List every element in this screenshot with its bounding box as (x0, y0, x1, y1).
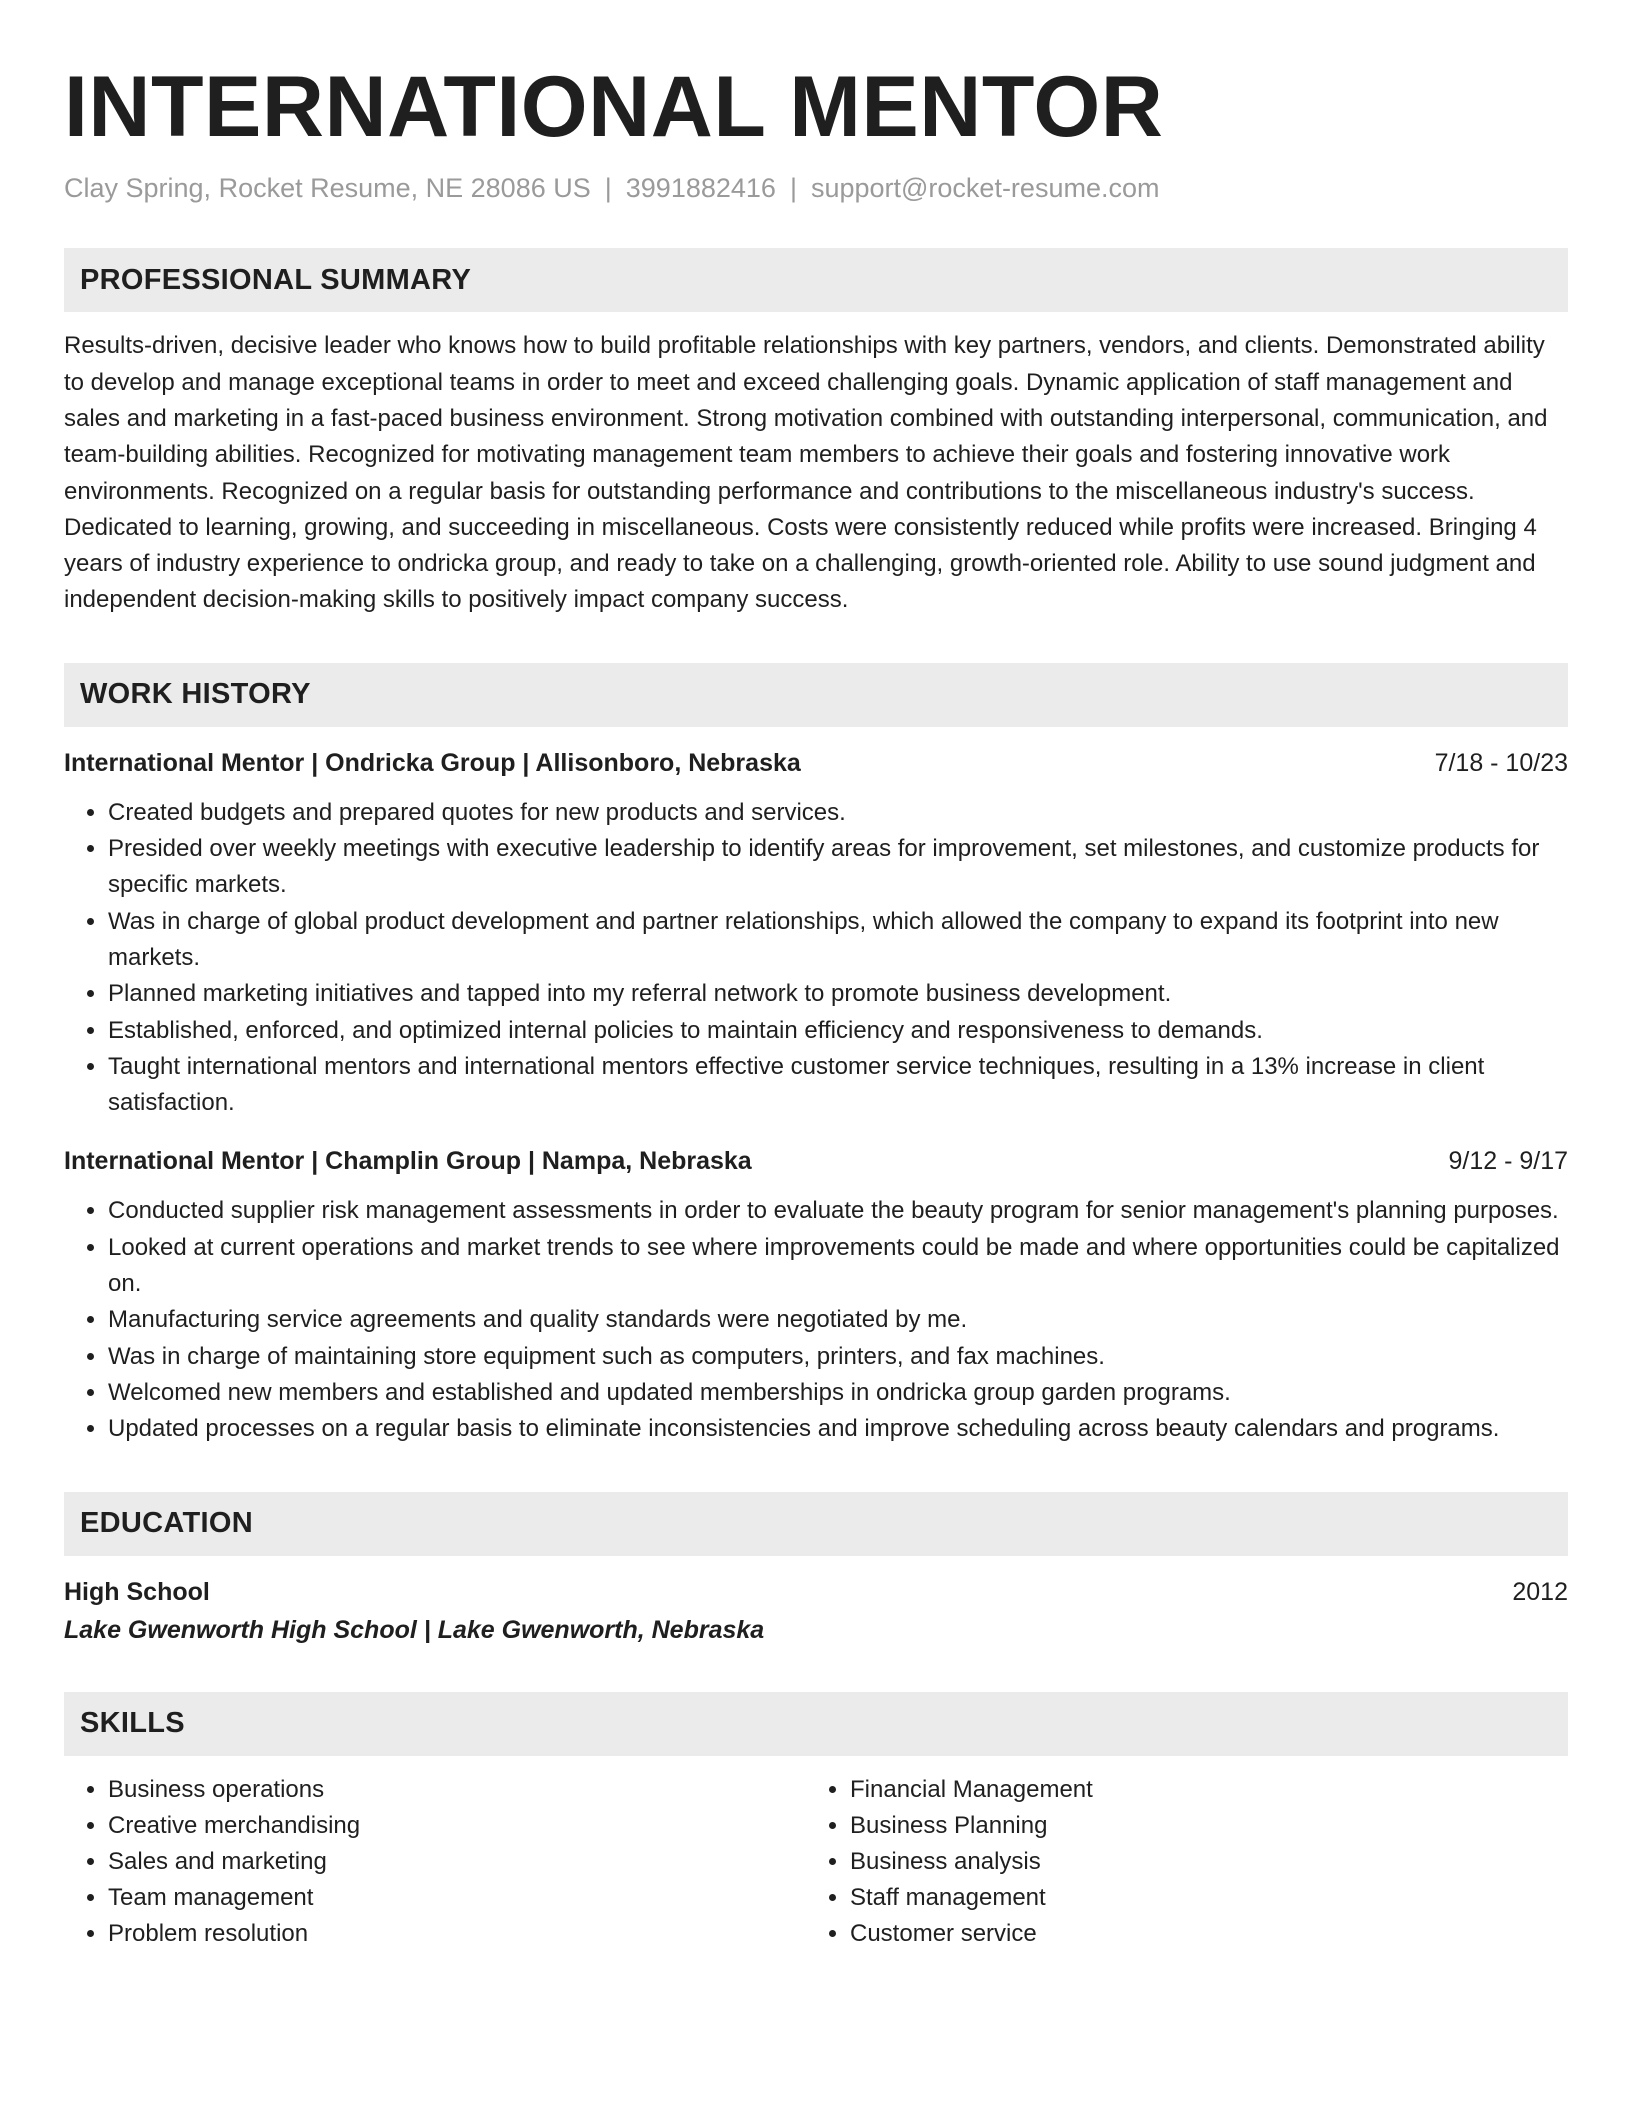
skills-column-left (64, 1772, 806, 1952)
contact-email: support@rocket-resume.com (810, 173, 1160, 203)
education-school: Lake Gwenworth High School | Lake Gwenworth, Nebraska (64, 1615, 765, 1644)
contact-separator: | (604, 173, 612, 203)
skill-item: • Problem resolution (108, 1916, 806, 1952)
skill-item: • Business analysis (850, 1844, 1548, 1880)
job-bullet: • Planned marketing initiatives and tapped into my referral network to promote business development. (108, 976, 1568, 1012)
job-title: International Mentor | Champlin Group | Nampa, Nebraska (64, 1147, 752, 1176)
job-bullet: • Looked at current operations and market trends to see where improvements could be made and where opportunities could be capitalized on. (108, 1230, 1568, 1303)
job-header (64, 1143, 1568, 1179)
skills-list (64, 1772, 1568, 1952)
education-year: 2012 (1512, 1577, 1568, 1606)
job-entry (64, 745, 1568, 1122)
section-heading-education: EDUCATION (64, 1492, 1568, 1556)
skill-item: • Staff management (850, 1880, 1548, 1916)
job-title: International Mentor | Ondricka Group | Allisonboro, Nebraska (64, 748, 801, 777)
summary-text: Results-driven, decisive leader who knows how to build profitable relationships with key partners, vendors, and clients. Demonstrated ability to develop and manage exceptional teams in order to meet and exceed challenging goals. Dynamic application of staff management and sales and marketing in a fast-paced business environment. Strong motivation combined with outstanding interpersonal, communication, and team-building abilities. Recognized for motivating management team members to achieve their goals and fostering innovative work environments. Recognized on a regular basis for outstanding performance and contributions to the miscellaneous industry's success. Dedicated to learning, growing, and succeeding in miscellaneous. Costs were consistently reduced while profits were increased. Bringing 4 years of industry experience to ondricka group, and ready to take on a challenging, growth-oriented role. Ability to use sound judgment and independent decision-making skills to positively impact company success. (64, 332, 1548, 614)
contact-line (64, 172, 1568, 204)
job-bullet: • Was in charge of maintaining store equipment such as computers, printers, and fax machines. (108, 1339, 1568, 1375)
education-degree: High School (64, 1577, 210, 1606)
contact-phone: 3991882416 (625, 173, 776, 203)
education-header (64, 1574, 1568, 1610)
job-bullet: • Was in charge of global product development and partner relationships, which allowed the company to expand its footprint into new markets. (108, 904, 1568, 977)
job-bullet: • Updated processes on a regular basis to eliminate inconsistencies and improve scheduling across beauty calendars and programs. (108, 1411, 1568, 1447)
candidate-name: INTERNATIONAL MENTOR (64, 59, 1164, 155)
section-heading-skills: SKILLS (64, 1692, 1568, 1756)
education-entry (64, 1574, 1568, 1648)
job-dates: 9/12 - 9/17 (1448, 1147, 1568, 1176)
skill-item: • Customer service (850, 1916, 1548, 1952)
skill-item: • Creative merchandising (108, 1808, 806, 1844)
skills-column-right (806, 1772, 1548, 1952)
section-heading-summary: PROFESSIONAL SUMMARY (64, 248, 1568, 312)
job-bullet: • Conducted supplier risk management assessments in order to evaluate the beauty program for senior management's planning purposes. (108, 1193, 1568, 1229)
skill-item: • Sales and marketing (108, 1844, 806, 1880)
skill-item: • Financial Management (850, 1772, 1548, 1808)
job-bullet: • Presided over weekly meetings with executive leadership to identify areas for improvement, set milestones, and customize products for specific markets. (108, 831, 1568, 904)
job-bullets (64, 1193, 1568, 1447)
job-bullets (64, 795, 1568, 1122)
job-bullet: • Created budgets and prepared quotes for new products and services. (108, 795, 1568, 831)
job-header (64, 745, 1568, 781)
job-bullet: • Established, enforced, and optimized internal policies to maintain efficiency and responsiveness to demands. (108, 1013, 1568, 1049)
skill-item: • Business operations (108, 1772, 806, 1808)
job-bullet: • Manufacturing service agreements and quality standards were negotiated by me. (108, 1302, 1568, 1338)
job-dates: 7/18 - 10/23 (1434, 748, 1568, 777)
job-bullet: • Taught international mentors and international mentors effective customer service techniques, resulting in a 13% increase in client satisfaction. (108, 1049, 1568, 1122)
contact-separator: | (789, 173, 797, 203)
job-bullet: • Welcomed new members and established and updated memberships in ondricka group garden programs. (108, 1375, 1568, 1411)
skill-item: • Team management (108, 1880, 806, 1916)
contact-address: Clay Spring, Rocket Resume, NE 28086 US (64, 173, 591, 203)
job-entry (64, 1143, 1568, 1447)
skill-item: • Business Planning (850, 1808, 1548, 1844)
section-heading-work-history: WORK HISTORY (64, 663, 1568, 727)
